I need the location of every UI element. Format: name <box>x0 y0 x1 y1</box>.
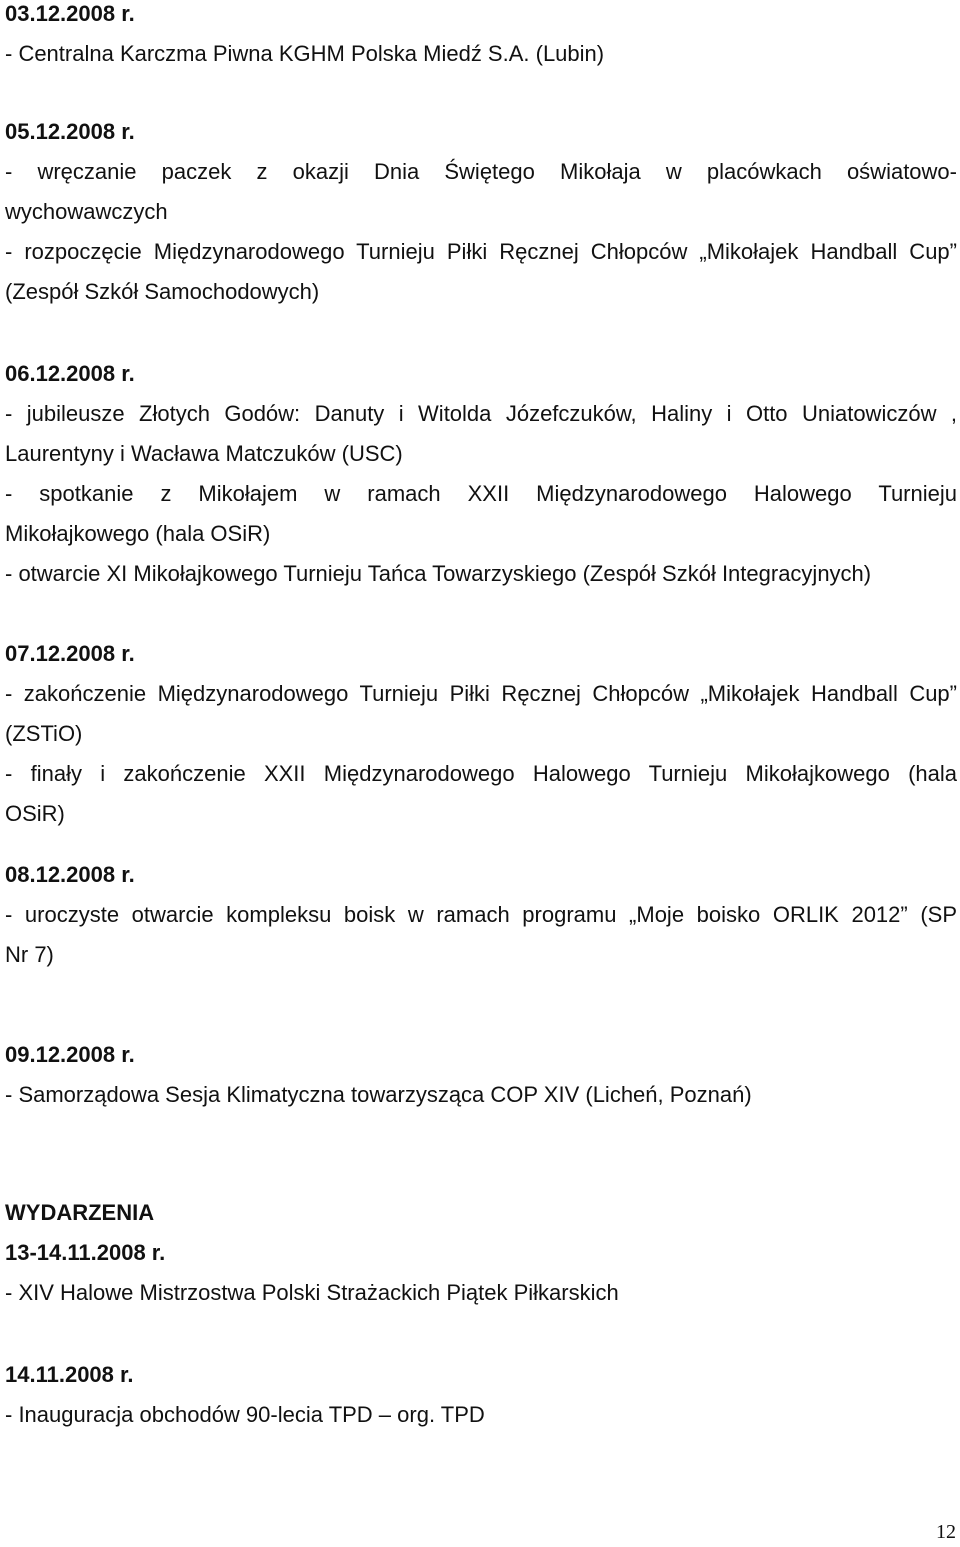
event-item-line: - jubileusze Złotych Godów: Danuty i Witolda Józefczuków, Haliny i Otto Uniatowiczów , <box>5 401 957 426</box>
event-item-line: (ZSTiO) <box>5 721 83 746</box>
date-heading: 08.12.2008 r. <box>5 862 135 887</box>
date-heading: 09.12.2008 r. <box>5 1042 135 1067</box>
date-heading: 06.12.2008 r. <box>5 361 135 386</box>
event-item-line: - wręczanie paczek z okazji Dnia Świętego Mikołaja w placówkach oświatowo- <box>5 159 957 184</box>
event-item-line: - Inauguracja obchodów 90-lecia TPD – org. TPD <box>5 1402 485 1427</box>
event-item-line: - zakończenie Międzynarodowego Turnieju Piłki Ręcznej Chłopców „Mikołajek Handball Cup” <box>5 681 957 706</box>
events-section <box>5 1193 957 1313</box>
day-block-09-12 <box>5 1035 957 1115</box>
date-heading: 05.12.2008 r. <box>5 119 135 144</box>
date-heading: 03.12.2008 r. <box>5 1 135 26</box>
day-block-06-12 <box>5 354 957 594</box>
event-item-line: - uroczyste otwarcie kompleksu boisk w ramach programu „Moje boisko ORLIK 2012” (SP <box>5 902 957 927</box>
event-item: - Centralna Karczma Piwna KGHM Polska Miedź S.A. (Lubin) <box>5 41 605 66</box>
section-heading: WYDARZENIA <box>5 1200 155 1225</box>
date-heading: 07.12.2008 r. <box>5 641 135 666</box>
event-item-line: wychowawczych <box>5 199 168 224</box>
event-item-line: - Samorządowa Sesja Klimatyczna towarzysząca COP XIV (Licheń, Poznań) <box>5 1082 752 1107</box>
event-item-line: - otwarcie XI Mikołajkowego Turnieju Tańca Towarzyskiego (Zespół Szkół Integracyjnych) <box>5 561 872 586</box>
event-item-line: - spotkanie z Mikołajem w ramach XXII Międzynarodowego Halowego Turnieju <box>5 481 957 506</box>
day-block-14-11 <box>5 1355 957 1435</box>
day-block-03-12 <box>5 0 957 74</box>
event-item-line: Nr 7) <box>5 942 54 967</box>
event-item-line: - finały i zakończenie XXII Międzynarodowego Halowego Turnieju Mikołajkowego (hala <box>5 761 957 786</box>
page-number: 12 <box>936 1521 956 1543</box>
event-item-line: Mikołajkowego (hala OSiR) <box>5 521 271 546</box>
date-heading: 13-14.11.2008 r. <box>5 1240 166 1265</box>
day-block-08-12 <box>5 855 957 975</box>
date-heading: 14.11.2008 r. <box>5 1362 134 1387</box>
event-item-line: - rozpoczęcie Międzynarodowego Turnieju Piłki Ręcznej Chłopców „Mikołajek Handball Cup” <box>5 239 957 264</box>
event-item-line: (Zespół Szkół Samochodowych) <box>5 279 320 304</box>
day-block-07-12 <box>5 634 957 834</box>
event-item-line: Laurentyny i Wacława Matczuków (USC) <box>5 441 403 466</box>
event-item-line: OSiR) <box>5 801 65 826</box>
day-block-05-12 <box>5 112 957 312</box>
event-item-line: - XIV Halowe Mistrzostwa Polski Strażackich Piątek Piłkarskich <box>5 1280 619 1305</box>
